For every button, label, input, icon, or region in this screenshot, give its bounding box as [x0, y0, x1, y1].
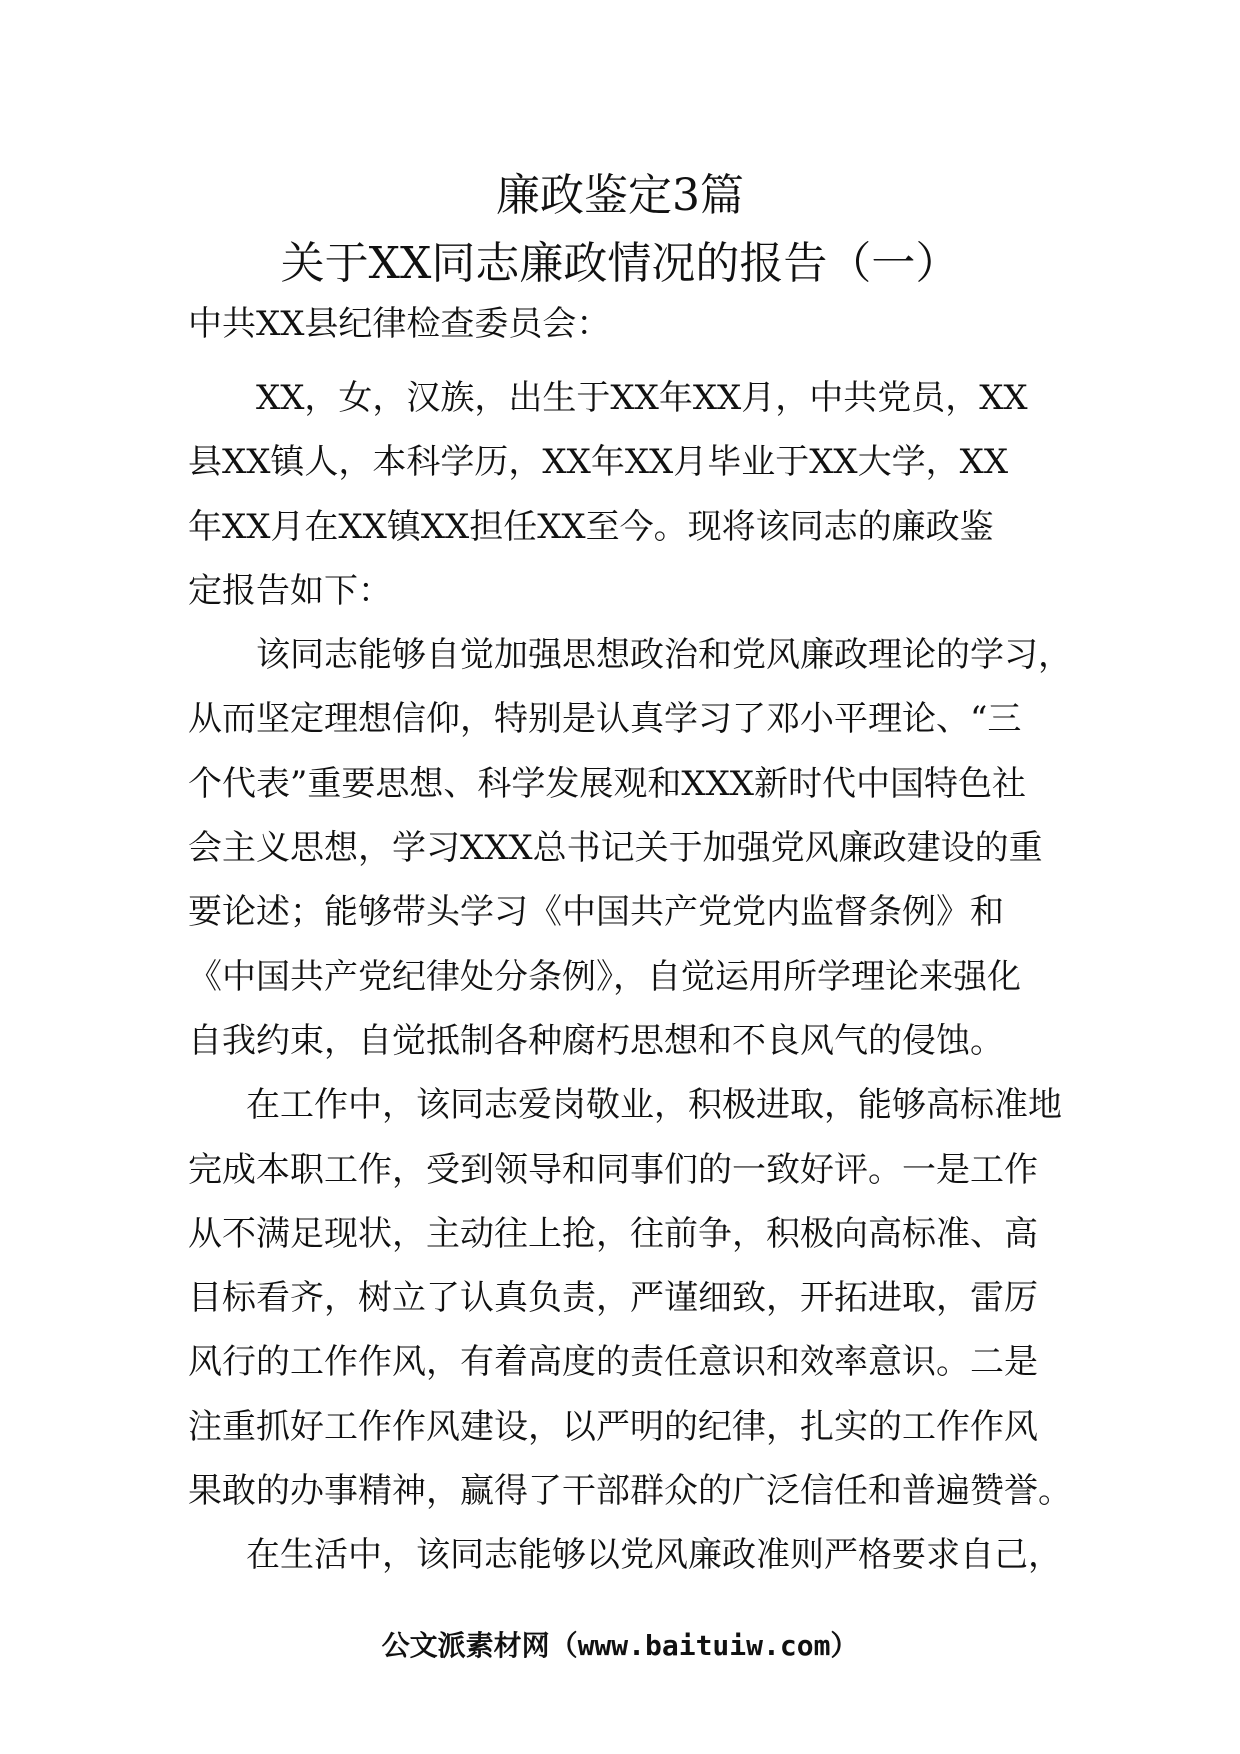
body-line: 从而坚定理想信仰，特别是认真学习了邓小平理论、“三: [188, 699, 1022, 740]
body-line: 目标看齐，树立了认真负责，严谨细致，开拓进取，雷厉: [188, 1278, 1038, 1319]
document-title: 廉政鉴定3篇: [496, 170, 744, 221]
body-line: 果敢的办事精神，赢得了干部群众的广泛信任和普遍赞誉。: [188, 1471, 1072, 1512]
body-line: 该同志能够自觉加强思想政治和党风廉政理论的学习，: [256, 635, 1072, 676]
body-line: 县XX镇人，本科学历，XX年XX月毕业于XX大学，XX: [188, 442, 1009, 483]
body-line: 《中国共产党纪律处分条例》，自觉运用所学理论来强化: [188, 956, 1021, 997]
body-line: 风行的工作作风，有着高度的责任意识和效率意识。二是: [188, 1342, 1038, 1383]
body-line: 年XX月在XX镇XX担任XX至今。现将该同志的廉政鉴: [188, 506, 994, 547]
body-line: 定报告如下：: [188, 570, 392, 611]
body-line: 在工作中，该同志爱岗敬业，积极进取，能够高标准地: [246, 1085, 1062, 1126]
body-line: 在生活中，该同志能够以党风廉政准则严格要求自己，: [246, 1535, 1062, 1576]
body-line: 会主义思想，学习XXX总书记关于加强党风廉政建设的重: [188, 828, 1043, 869]
salutation: 中共XX县纪律检查委员会：: [188, 304, 611, 344]
document-subtitle: 关于XX同志廉政情况的报告（一）: [280, 238, 960, 289]
footer-watermark: 公文派素材网（www.baituiw.com）: [381, 1629, 859, 1662]
document-body: [188, 366, 1240, 1588]
body-line: 个代表”重要思想、科学发展观和XXX新时代中国特色社: [188, 763, 1026, 804]
body-line: 完成本职工作，受到领导和同事们的一致好评。一是工作: [188, 1149, 1038, 1190]
body-line: 要论述；能够带头学习《中国共产党党内监督条例》和: [188, 892, 1004, 933]
body-line: 从不满足现状，主动往上抢，往前争，积极向高标准、高: [188, 1213, 1038, 1254]
body-line: XX，女，汉族，出生于XX年XX月，中共党员，XX: [256, 378, 1028, 418]
body-line: 注重抓好工作作风建设，以严明的纪律，扎实的工作作风: [188, 1406, 1038, 1447]
body-line: 自我约束，自觉抵制各种腐朽思想和不良风气的侵蚀。: [188, 1020, 1004, 1061]
